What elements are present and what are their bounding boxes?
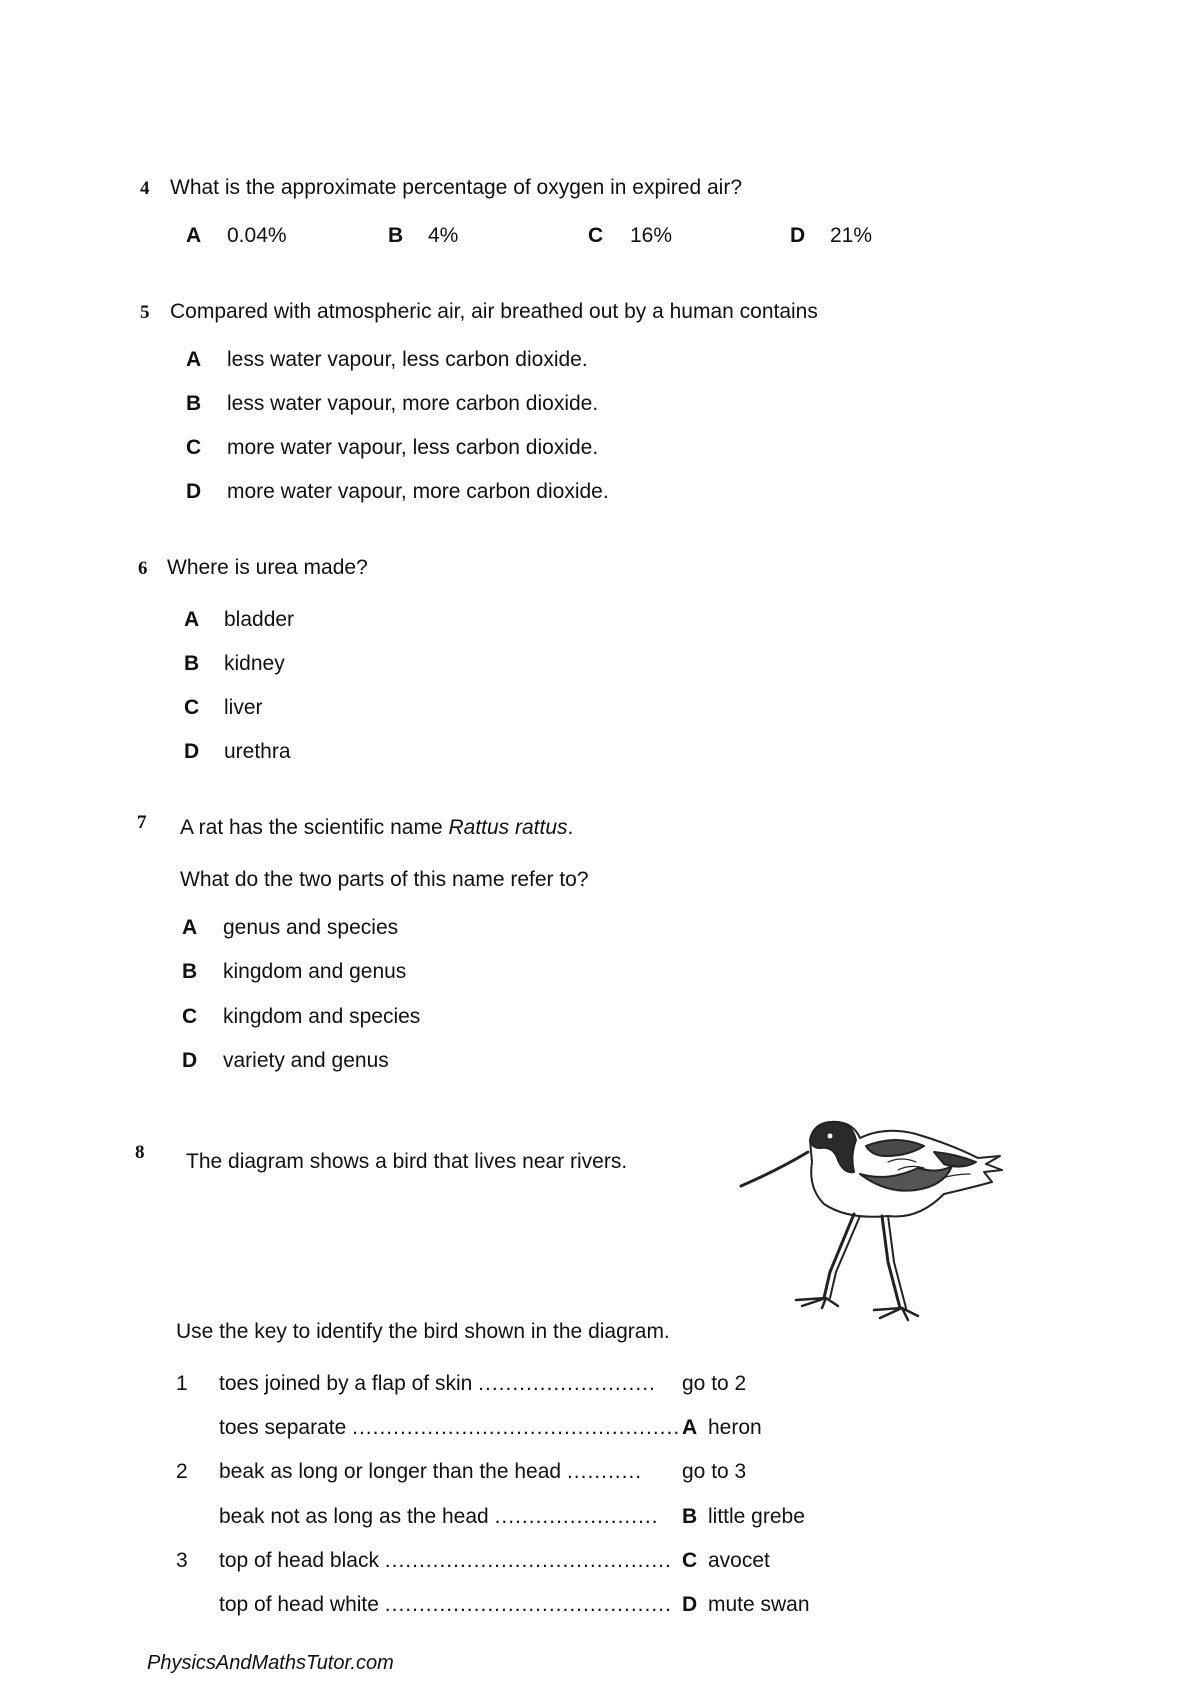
option-letter: D (184, 740, 200, 763)
option-letter: B (186, 392, 202, 415)
key-step-number: 3 (176, 1549, 188, 1572)
key-result-letter: B (682, 1505, 698, 1528)
option-letter: C (588, 224, 604, 247)
key-text: beak as long or longer than the head (219, 1460, 562, 1483)
option-text: 0.04% (227, 224, 287, 247)
question-7-subquestion: What do the two parts of this name refer to? (180, 868, 589, 891)
option-text: kingdom and genus (223, 960, 407, 983)
question-7-suffix: . (567, 816, 574, 839)
key-result: go to 2 (682, 1372, 747, 1395)
key-dots: ........................ (494, 1505, 659, 1528)
question-8-number: 8 (135, 1142, 145, 1163)
question-8-text: The diagram shows a bird that lives near rivers. (186, 1150, 628, 1173)
key-description (219, 1416, 680, 1440)
bird-foot-rear (874, 1308, 918, 1320)
option-letter: B (184, 652, 200, 675)
option-text: more water vapour, more carbon dioxide. (227, 480, 609, 503)
key-result: avocet (708, 1549, 770, 1572)
bird-beak (741, 1152, 808, 1186)
option-letter: B (388, 224, 404, 247)
key-step-number: 2 (176, 1460, 188, 1483)
key-dots: .......................... (478, 1372, 656, 1395)
footer-source: PhysicsAndMathsTutor.com (147, 1652, 394, 1674)
question-6-text: Where is urea made? (167, 556, 368, 579)
key-result-letter: D (682, 1593, 698, 1616)
key-result: little grebe (708, 1505, 805, 1528)
key-result-letter: A (682, 1416, 698, 1439)
key-dots: .......................................... (384, 1549, 672, 1572)
key-text: toes separate (219, 1416, 347, 1439)
key-text: toes joined by a flap of skin (219, 1372, 473, 1395)
option-text: 16% (630, 224, 673, 247)
question-4-text: What is the approximate percentage of oxygen in expired air? (170, 176, 742, 199)
question-6-number: 6 (138, 558, 148, 579)
option-text: less water vapour, more carbon dioxide. (227, 392, 599, 415)
key-description (219, 1372, 656, 1396)
key-description (219, 1593, 672, 1617)
option-letter: C (182, 1005, 198, 1028)
key-result: mute swan (708, 1593, 810, 1616)
key-result: go to 3 (682, 1460, 747, 1483)
question-7-number: 7 (137, 812, 147, 833)
option-text: bladder (224, 608, 295, 631)
bird-eye (828, 1134, 833, 1139)
key-text: top of head white (219, 1593, 379, 1616)
option-letter: D (790, 224, 806, 247)
key-text: top of head black (219, 1549, 379, 1572)
option-text: 4% (428, 224, 459, 247)
bird-leg-rear (882, 1216, 900, 1308)
option-text: variety and genus (223, 1049, 389, 1072)
option-letter: D (182, 1049, 198, 1072)
question-7-text (180, 816, 573, 840)
question-7-prefix: A rat has the scientific name (180, 816, 449, 839)
option-text: 21% (830, 224, 873, 247)
bird-leg-front-back-edge (830, 1216, 860, 1298)
bird-leg-front (824, 1214, 854, 1298)
option-text: kingdom and species (223, 1005, 421, 1028)
option-letter: D (186, 480, 202, 503)
key-result-letter: C (682, 1549, 698, 1572)
option-letter: A (184, 608, 200, 631)
key-instruction: Use the key to identify the bird shown in the diagram. (176, 1320, 670, 1343)
option-letter: A (186, 348, 202, 371)
question-5-number: 5 (140, 302, 150, 323)
question-5-text: Compared with atmospheric air, air breathed out by a human contains (170, 300, 818, 323)
option-letter: A (182, 916, 198, 939)
option-letter: C (184, 696, 200, 719)
key-dots: .......................................... (384, 1593, 672, 1616)
question-4-number: 4 (140, 178, 150, 199)
option-text: urethra (224, 740, 291, 763)
scientific-name: Rattus rattus (448, 816, 568, 839)
avocet-bird-diagram (738, 1112, 1023, 1324)
option-text: kidney (224, 652, 285, 675)
key-dots: ........... (566, 1460, 643, 1483)
key-text: beak not as long as the head (219, 1505, 489, 1528)
key-description (219, 1549, 672, 1573)
key-dots: ................................................ (352, 1416, 681, 1439)
option-letter: C (186, 436, 202, 459)
key-description (219, 1460, 642, 1484)
key-result: heron (708, 1416, 762, 1439)
bird-foot-front (796, 1298, 838, 1308)
key-step-number: 1 (176, 1372, 188, 1395)
option-text: genus and species (223, 916, 399, 939)
option-letter: A (186, 224, 202, 247)
key-description (219, 1505, 659, 1529)
option-text: more water vapour, less carbon dioxide. (227, 436, 599, 459)
option-text: liver (224, 696, 263, 719)
option-letter: B (182, 960, 198, 983)
option-text: less water vapour, less carbon dioxide. (227, 348, 588, 371)
